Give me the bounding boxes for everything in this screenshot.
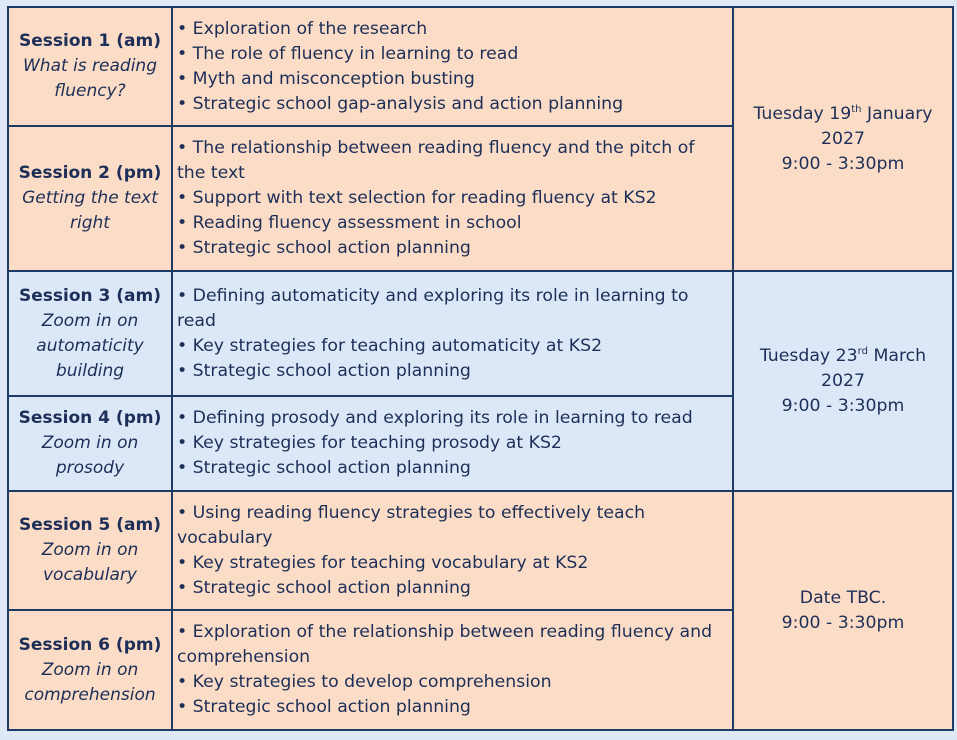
topic-item: • Key strategies to develop comprehension <box>177 672 552 692</box>
date-year: 2027 <box>821 128 865 149</box>
topic-item: • The role of fluency in learning to read <box>177 43 519 64</box>
topics-cell-4 <box>172 396 733 491</box>
date-cell-1 <box>733 7 953 271</box>
date-time: 9:00 - 3:30pm <box>781 612 905 633</box>
session-subtitle: Zoom in on vocabulary <box>41 540 139 585</box>
topic-list <box>177 620 728 720</box>
topic-item: • Using reading fluency strategies to effectively teach vocabulary <box>177 502 646 548</box>
session-subtitle: What is reading fluency? <box>23 56 157 101</box>
table-row <box>8 271 953 396</box>
session-cell-5 <box>8 491 172 610</box>
topic-item: • Exploration of the research <box>177 18 428 39</box>
topic-list <box>177 284 728 384</box>
topic-item: • Defining prosody and exploring its role in learning to read <box>177 408 693 428</box>
schedule-container <box>7 6 954 731</box>
date-line: Date TBC. <box>799 587 887 608</box>
topic-item: • Strategic school gap-analysis and action planning <box>177 93 624 114</box>
topic-item: • Strategic school action planning <box>177 697 471 717</box>
topic-list <box>177 17 728 117</box>
topic-item: • Key strategies for teaching prosody at KS2 <box>177 433 562 453</box>
topic-item: • Key strategies for teaching vocabulary at KS2 <box>177 552 589 573</box>
topics-cell-6 <box>172 610 733 730</box>
session-subtitle: Zoom in on comprehension <box>24 659 156 705</box>
session-title: Session 1 (am) <box>18 31 161 51</box>
date-time: 9:00 - 3:30pm <box>781 153 905 174</box>
topic-item: • Support with text selection for reading fluency at KS2 <box>177 188 657 208</box>
session-cell-4 <box>8 396 172 491</box>
topic-item: • Strategic school action planning <box>177 458 471 478</box>
topic-list <box>177 136 728 261</box>
topics-cell-1 <box>172 7 733 126</box>
topics-cell-3 <box>172 271 733 396</box>
session-subtitle: Zoom in on prosody <box>41 433 139 478</box>
topic-item: • Myth and misconception busting <box>177 68 475 89</box>
topic-item: • Key strategies for teaching automaticity at KS2 <box>177 335 603 356</box>
topic-item: • Defining automaticity and exploring its role in learning to read <box>177 285 689 331</box>
topics-cell-2 <box>172 126 733 271</box>
topic-item: • Strategic school action planning <box>177 360 471 381</box>
session-subtitle: Zoom in on automaticity building <box>36 310 144 381</box>
date-year: 2027 <box>821 370 865 391</box>
session-title: Session 4 (pm) <box>18 408 162 428</box>
date-ordinal: rd <box>857 345 868 357</box>
date-ordinal: th <box>851 103 862 115</box>
session-title: Session 2 (pm) <box>18 163 162 183</box>
table-row <box>8 7 953 126</box>
date-line: Tuesday 19th January <box>753 103 933 124</box>
session-subtitle: Getting the text right <box>22 188 158 233</box>
topic-item: • Exploration of the relationship between reading fluency and comprehension <box>177 622 713 667</box>
topic-item: • Strategic school action planning <box>177 577 471 598</box>
session-title: Session 5 (am) <box>18 515 161 535</box>
date-cell-2 <box>733 271 953 491</box>
table-row <box>8 491 953 610</box>
session-title: Session 3 (am) <box>18 285 161 306</box>
session-cell-3 <box>8 271 172 396</box>
date-line: Tuesday 23rd March <box>759 345 927 366</box>
topic-item: • The relationship between reading fluency and the pitch of the text <box>177 138 695 183</box>
topic-item: • Strategic school action planning <box>177 238 471 258</box>
session-cell-2 <box>8 126 172 271</box>
session-title: Session 6 (pm) <box>18 634 162 655</box>
topics-cell-5 <box>172 491 733 610</box>
session-cell-6 <box>8 610 172 730</box>
topic-item: • Reading fluency assessment in school <box>177 213 522 233</box>
session-cell-1 <box>8 7 172 126</box>
schedule-table <box>7 6 954 731</box>
date-time: 9:00 - 3:30pm <box>781 395 905 416</box>
topic-list <box>177 501 728 601</box>
date-cell-3 <box>733 491 953 730</box>
topic-list <box>177 406 728 481</box>
